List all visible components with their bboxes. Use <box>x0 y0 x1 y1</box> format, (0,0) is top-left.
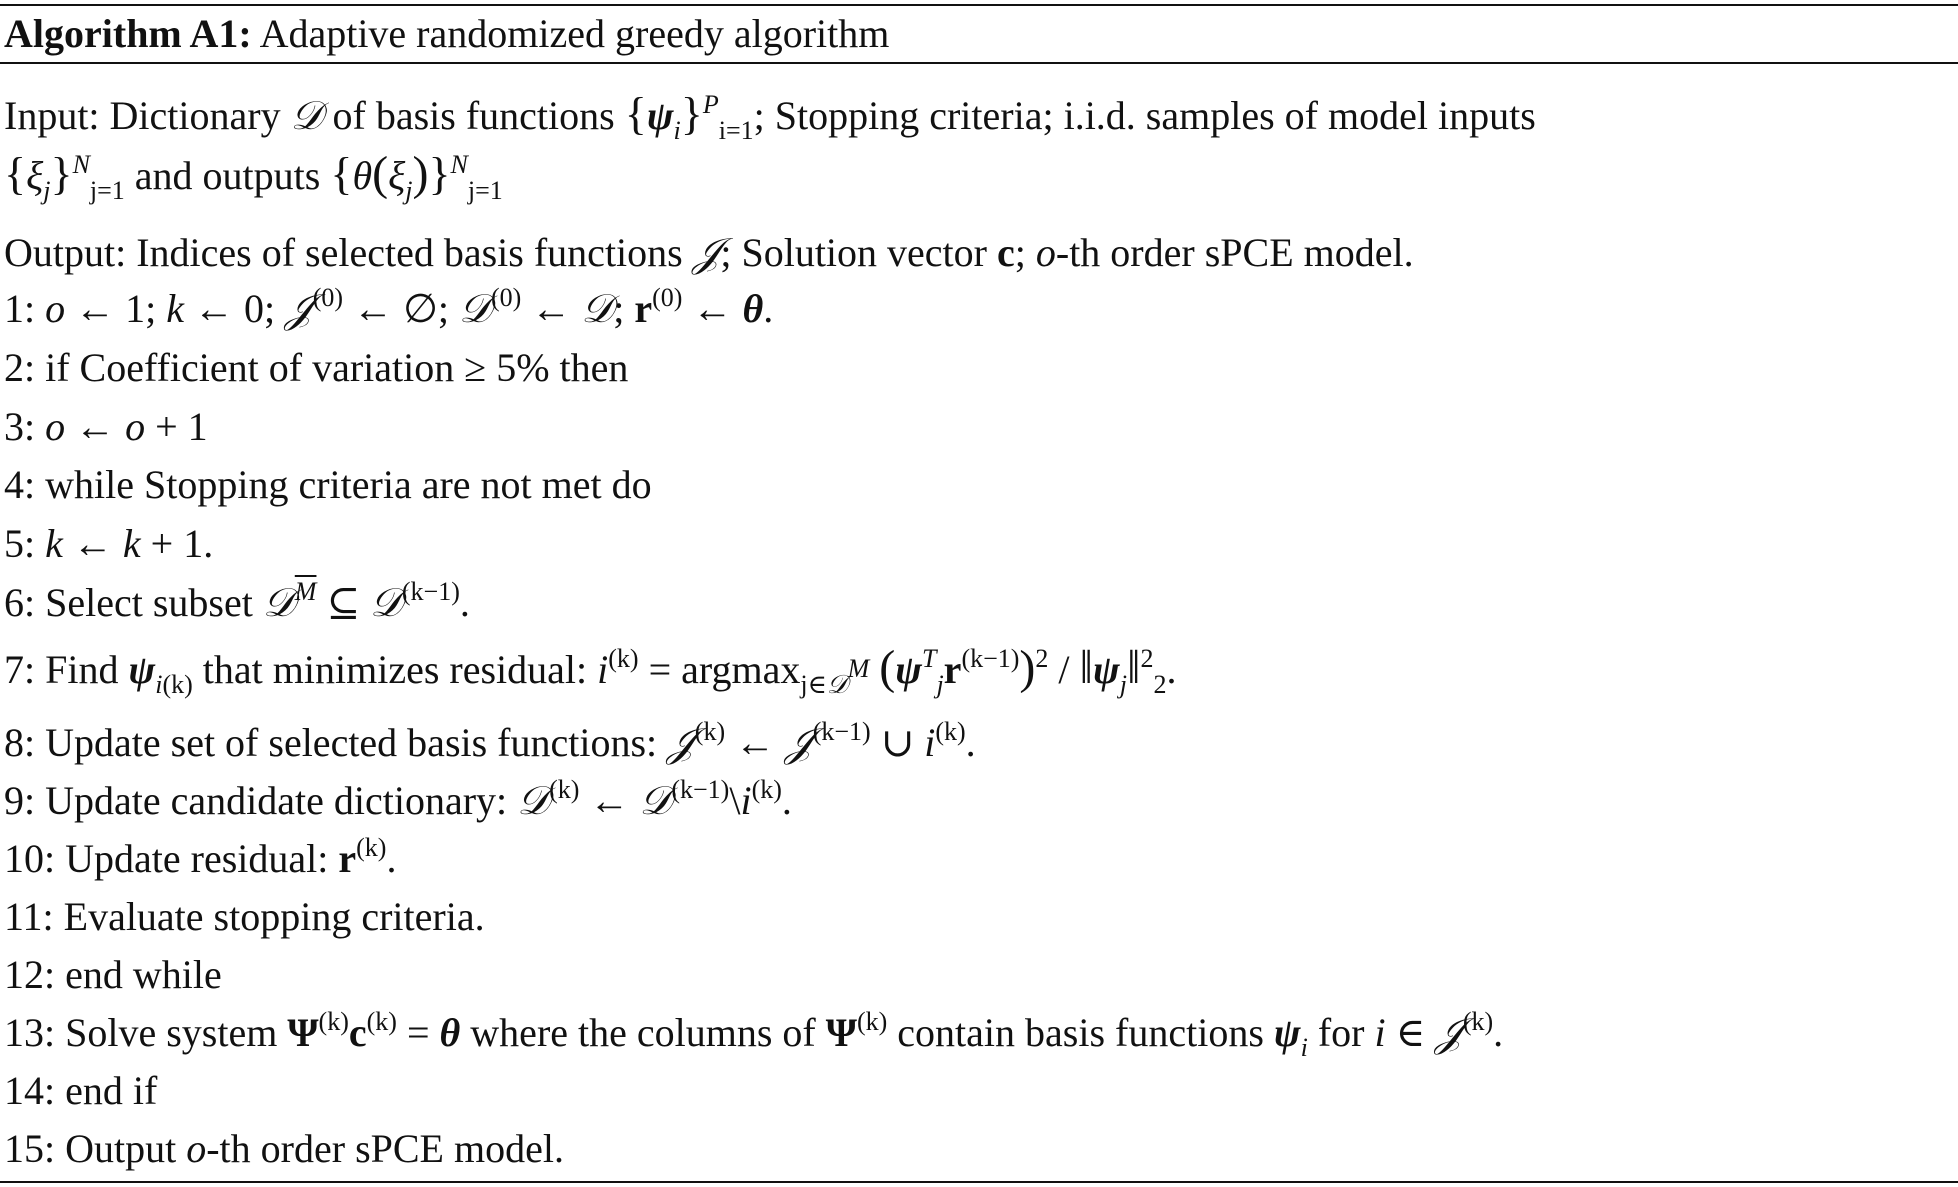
input-line-2: $\{\xi_j\}^N_{j=1}$ and outputs $\{\theta(\xi_j)\}^N_{j=1}$ <box>4 147 503 205</box>
step-7: 7: Find $\psi_{i(k)}$ that minimizes residual: $i^{(k)} = argmax_{j\in 𝒟^M}$ $(\psi^T_jr^{(k-1)})^2$ / $‖\psi_j‖^2_2$. <box>4 641 1177 700</box>
step-15: 15: Output o-th order sPCE model. <box>4 1126 564 1171</box>
step-12: 12: end while <box>4 952 222 997</box>
step-4: 4: while Stopping criteria are not met do <box>4 462 652 507</box>
algorithm-title <box>4 6 889 62</box>
title-rule <box>0 62 1958 64</box>
step-5: 5: k ← k + 1. <box>4 521 214 566</box>
bottom-rule <box>0 1181 1958 1183</box>
input-line-1: Input: Dictionary 𝒟 of basis functions $\{\psi_i\}^P_{i=1}$; Stopping criteria; i.i.d. samples of model inputs <box>4 88 1536 145</box>
step-13: 13: Solve system $\Psi^{(k)}c^{(k)} = \theta$ where the columns of $\Psi^{(k)}$ contain basis functions $\psi_i$ for i ∈ 𝒥$^{(k)}$. <box>4 1007 1504 1062</box>
step-3: 3: o ← o + 1 <box>4 404 208 449</box>
step-11: 11: Evaluate stopping criteria. <box>4 894 485 939</box>
algorithm-name: Adaptive randomized greedy algorithm <box>259 11 890 56</box>
step-8: 8: Update set of selected basis functions: 𝒥$^{(k)}$ ← 𝒥$^{(k-1)}$ ∪ $i^{(k)}$. <box>4 717 976 766</box>
output-line: Output: Indices of selected basis functions 𝒥; Solution vector c; o-th order sPCE model. <box>4 230 1414 276</box>
step-14: 14: end if <box>4 1068 158 1113</box>
step-1: 1: o ← 1; k ← 0; 𝒥$^{(0)}$ ← ∅; 𝒟$^{(0)}$ ← 𝒟; $r^{(0)}$ ← θ. <box>4 283 774 332</box>
step-6: 6: Select subset 𝒟$^{\overline{M}}$ ⊆ 𝒟$^{(k-1)}$. <box>4 577 470 626</box>
step-10: 10: Update residual: $r^{(k)}$. <box>4 833 397 881</box>
step-9: 9: Update candidate dictionary: 𝒟$^{(k)}$ ← $𝒟^{(k-1)}\backslash i^{(k)}$. <box>4 775 792 824</box>
algorithm-label: Algorithm A1: <box>4 11 252 56</box>
step-2: 2: if Coefficient of variation ≥ 5% then <box>4 345 629 390</box>
